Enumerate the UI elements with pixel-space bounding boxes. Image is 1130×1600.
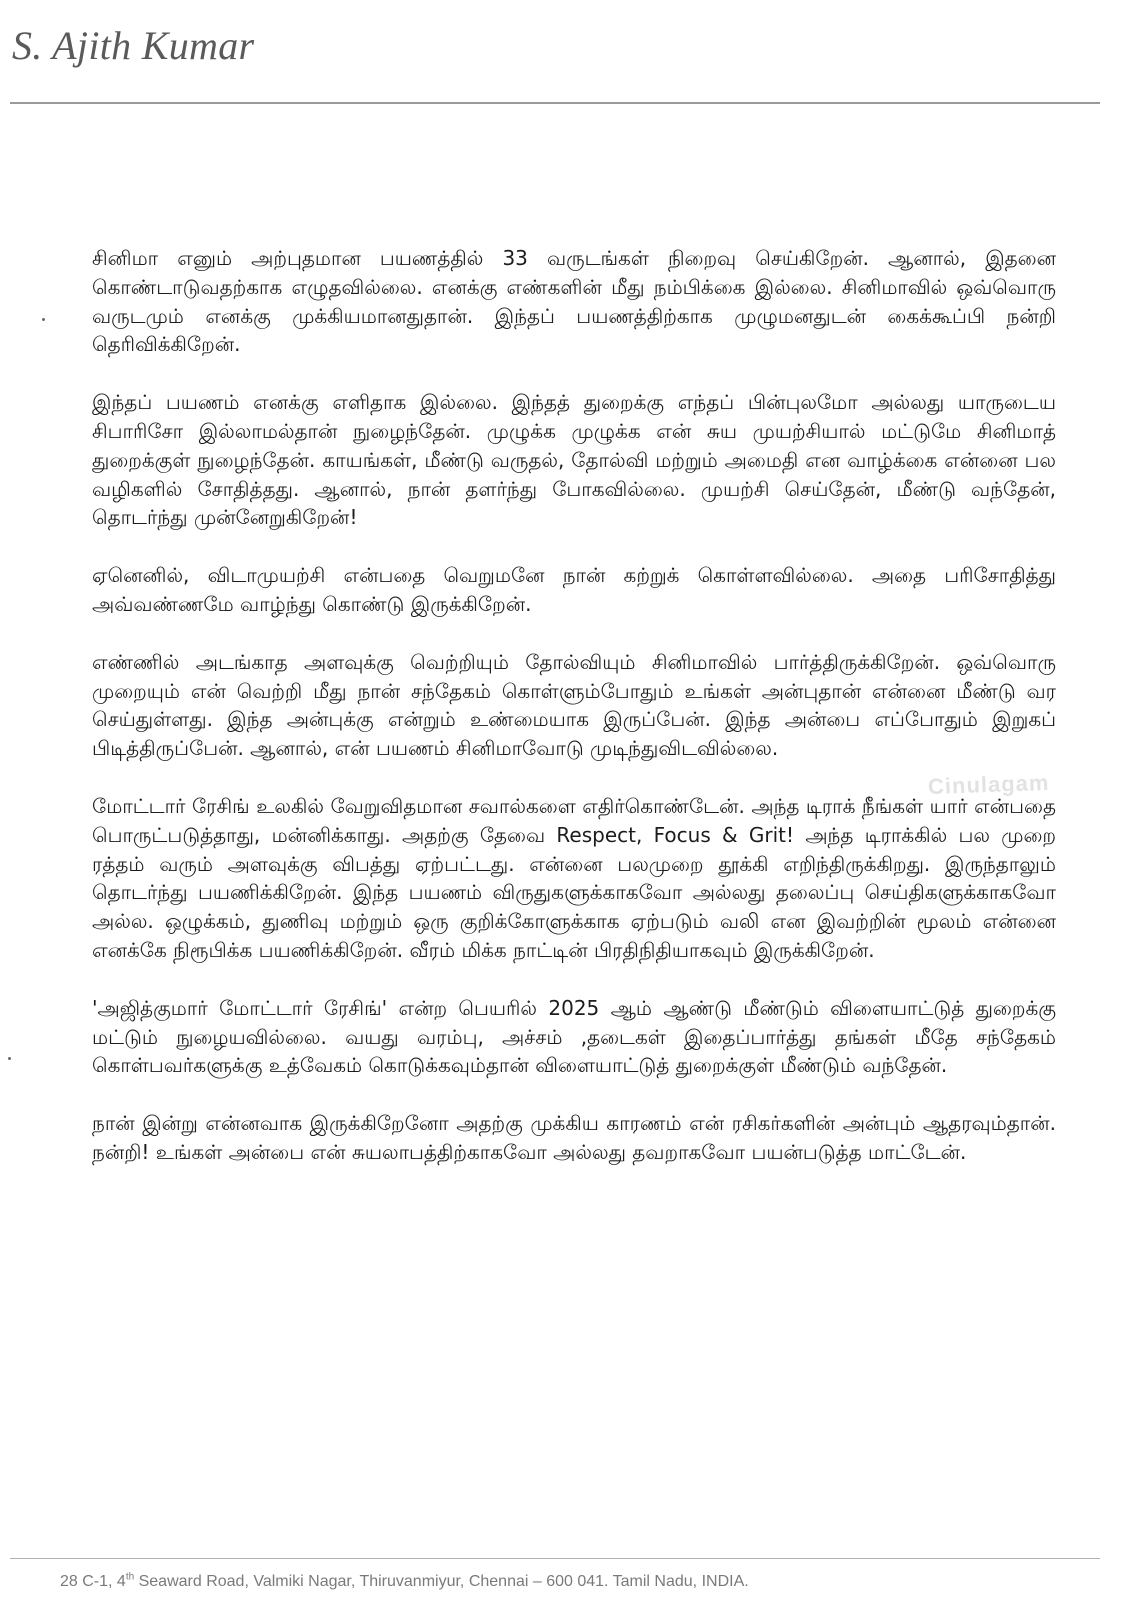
footer-divider [10,1558,1100,1559]
paragraph-4: எண்ணில் அடங்காத அளவுக்கு வெற்றியும் தோல்வியும் சினிமாவில் பார்த்திருக்கிறேன். ஒவ்வொரு முறையும் என் வெற்றி மீது நான் சந்தேகம் கொள்ளும்போதும் உங்கள் அன்புதான் என்னை மீண்டு வர செய்துள்ளது. இந்த அன்புக்கு என்றும் உண்மையாக இருப்பேன். இந்த அன்பை எப்போதும் இறுகப் பிடித்திருப்பேன். ஆனால், என் பயணம் சினிமாவோடு முடிந்துவிடவில்லை. [92,649,1056,761]
scan-speck [8,1057,11,1060]
scan-speck [42,318,45,321]
address-superscript: th [125,1571,135,1583]
address-start: 28 C-1, 4 [60,1573,126,1590]
paragraph-7: நான் இன்று என்னவாக இருக்கிறேனோ அதற்கு முக்கிய காரணம் என் ரசிகர்களின் அன்பும் ஆதரவும்தான். நன்றி! உங்கள் அன்பை என் சுயலாபத்திற்காகவோ அல்லது தவறாகவோ பயன்படுத்த மாட்டேன். [92,1111,1056,1164]
footer-address [60,1572,749,1592]
letterhead-name: S. Ajith Kumar [12,23,255,68]
watermark: Cinulagam [927,769,1050,800]
paragraph-2: இந்தப் பயணம் எனக்கு எளிதாக இல்லை. இந்தத் துறைக்கு எந்தப் பின்புலமோ அல்லது யாருடைய சிபாரிசோ இல்லாமல்தான் நுழைந்தேன். முழுக்க முழுக்க என் சுய முயற்சியால் மட்டுமே சினிமாத் துறைக்குள் நுழைந்தேன். காயங்கள், மீண்டு வருதல், தோல்வி மற்றும் அமைதி என வாழ்க்கை என்னை பல வழிகளில் சோதித்தது. ஆனால், நான் தளர்ந்து போகவில்லை. முயற்சி செய்தேன், மீண்டு வந்தேன், தொடர்ந்து முன்னேறுகிறேன்! [92,390,1056,530]
paragraph-6: 'அஜித்குமார் மோட்டார் ரேசிங்' என்ற பெயரில் 2025 ஆம் ஆண்டு மீண்டும் விளையாட்டுத் துறைக்கு மட்டும் நுழையவில்லை. வயது வரம்பு, அச்சம் ,தடைகள் இதைப்பார்த்து தங்கள் மீதே சந்தேகம் கொள்பவர்களுக்கு உத்வேகம் கொடுக்கவும்தான் விளையாட்டுத் துறைக்குள் மீண்டும் வந்தேன். [92,995,1056,1078]
paragraph-1: சினிமா எனும் அற்புதமான பயணத்தில் 33 வருடங்கள் நிறைவு செய்கிறேன். ஆனால், இதனை கொண்டாடுவதற்காக எழுதவில்லை. எனக்கு எண்களின் மீது நம்பிக்கை இல்லை. சினிமாவில் ஒவ்வொரு வருடமும் எனக்கு முக்கியமானதுதான். இந்தப் பயணத்திற்காக முழுமனதுடன் கைக்கூப்பி நன்றி தெரிவிக்கிறேன். [92,246,1056,357]
paragraph-3: ஏனெனில், விடாமுயற்சி என்பதை வெறுமனே நான் கற்றுக் கொள்ளவில்லை. அதை பரிசோதித்து அவ்வண்ணமே வாழ்ந்து கொண்டு இருக்கிறேன். [92,563,1056,616]
address-end: Seaward Road, Valmiki Nagar, Thiruvanmiyur, Chennai – 600 041. Tamil Nadu, INDIA. [134,1573,749,1590]
paragraph-5: மோட்டார் ரேசிங் உலகில் வேறுவிதமான சவால்களை எதிர்கொண்டேன். அந்த டிராக் நீங்கள் யார் என்பதை பொருட்படுத்தாது, மன்னிக்காது. அதற்கு தேவை Respect, Focus & Grit! அந்த டிராக்கில் பல முறை ரத்தம் வரும் அளவுக்கு விபத்து ஏற்பட்டது. என்னை பலமுறை தூக்கி எறிந்திருக்கிறது. இருந்தாலும் தொடர்ந்து பயணிக்கிறேன். இந்த பயணம் விருதுகளுக்காகவோ அல்லது தலைப்பு செய்திகளுக்காகவோ அல்ல. ஒழுக்கம், துணிவு மற்றும் ஒரு குறிக்கோளுக்காக ஏற்படும் வலி என இவற்றின் மூலம் என்னை எனக்கே நிரூபிக்க பயணிக்கிறேன். வீரம் மிக்க நாட்டின் பிரதிநிதியாகவும் இருக்கிறேன். [92,793,1056,962]
letterhead-divider [10,102,1100,104]
letter-body [92,244,1056,1196]
